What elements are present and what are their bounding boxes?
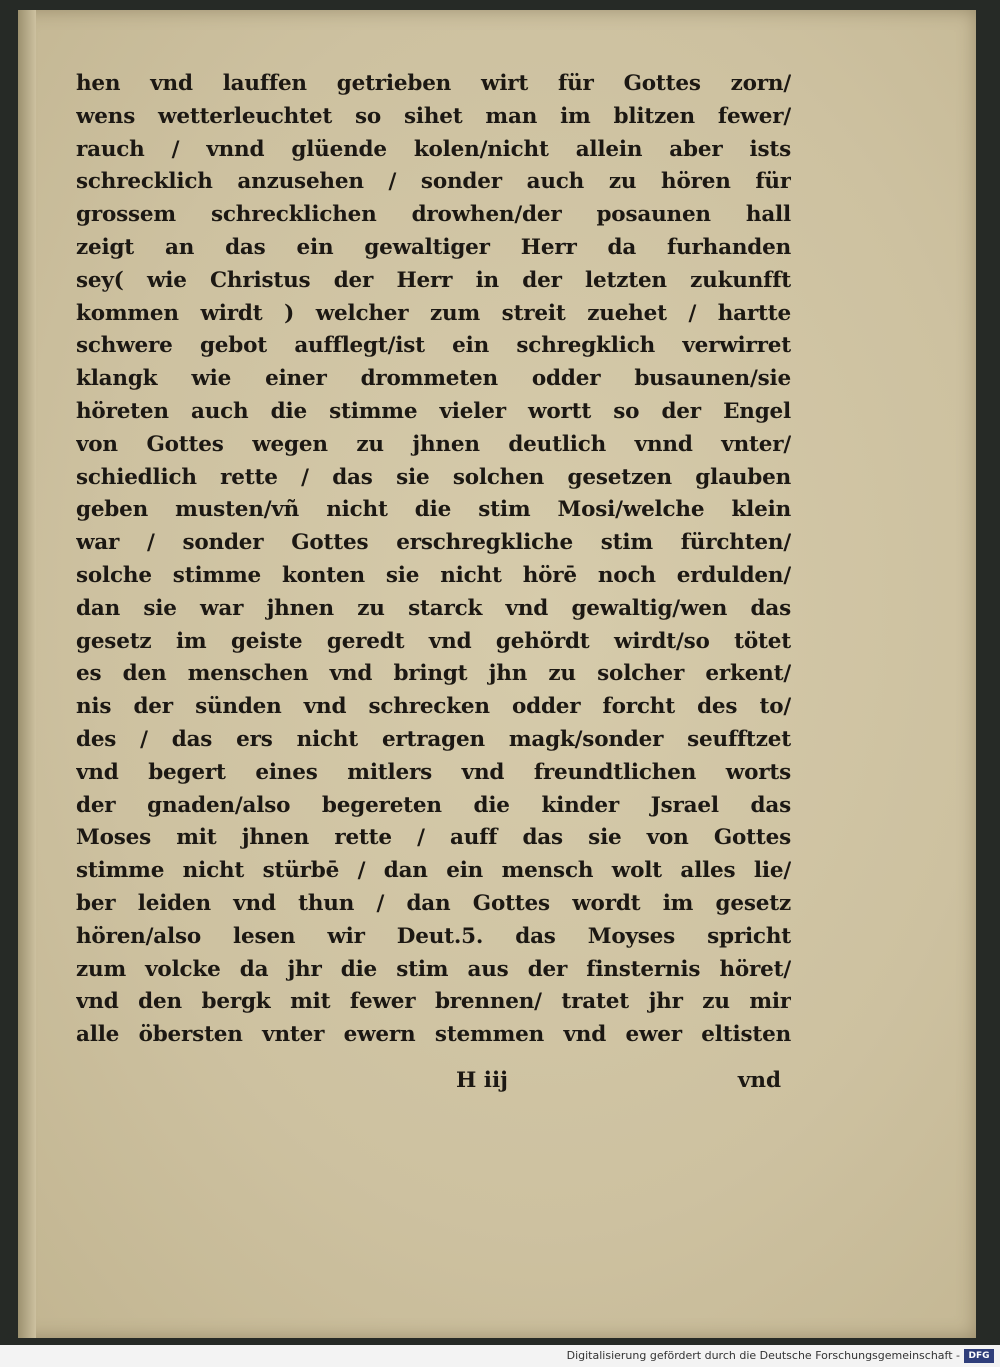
text-line: war / sonder Gottes erschregkliche stim fürchten/ bbox=[76, 530, 791, 556]
text-line: grossem schrecklichen drowhen/der posaunen hall bbox=[76, 202, 791, 228]
text-line: hören/also lesen wir Deut.5. das Moyses spricht bbox=[76, 923, 791, 949]
page-gutter bbox=[18, 10, 36, 1338]
signature-mark: H iij bbox=[456, 1068, 508, 1093]
text-line: ber leiden vnd thun / dan Gottes wordt im gesetz bbox=[76, 890, 791, 916]
text-line: vnd begert eines mitlers vnd freundtlichen worts bbox=[76, 759, 791, 785]
text-line: zeigt an das ein gewaltiger Herr da furhanden bbox=[76, 234, 791, 260]
text-block bbox=[76, 68, 791, 1052]
text-line: gesetz im geiste geredt vnd gehördt wirdt/so tötet bbox=[76, 628, 791, 654]
text-line: alle öbersten vnter ewern stemmen vnd ewer eltisten bbox=[76, 1022, 791, 1048]
page-footer bbox=[76, 1068, 791, 1104]
text-line: vnd den bergk mit fewer brennen/ tratet jhr zu mir bbox=[76, 989, 791, 1015]
text-line: wens wetterleuchtet so sihet man im blitzen fewer/ bbox=[76, 103, 791, 129]
text-line: kommen wirdt ) welcher zum streit zuehet / hartte bbox=[76, 300, 791, 326]
text-line: geben musten/vñ nicht die stim Mosi/welche klein bbox=[76, 497, 791, 523]
credit-bar bbox=[0, 1345, 1000, 1367]
text-line: stimme nicht stürbē / dan ein mensch wolt alles lie/ bbox=[76, 858, 791, 884]
text-line: nis der sünden vnd schrecken odder forcht des to/ bbox=[76, 694, 791, 720]
book-page bbox=[18, 10, 976, 1338]
text-line: von Gottes wegen zu jhnen deutlich vnnd vnter/ bbox=[76, 431, 791, 457]
text-line: sey( wie Christus der Herr in der letzten zukunfft bbox=[76, 267, 791, 293]
text-line: rauch / vnnd glüende kolen/nicht allein aber ists bbox=[76, 136, 791, 162]
text-line: dan sie war jhnen zu starck vnd gewaltig/wen das bbox=[76, 595, 791, 621]
dfg-logo: DFG bbox=[964, 1349, 994, 1363]
text-line: solche stimme konten sie nicht hörē noch erdulden/ bbox=[76, 562, 791, 588]
catchword: vnd bbox=[737, 1068, 781, 1093]
text-line: schiedlich rette / das sie solchen gesetzen glauben bbox=[76, 464, 791, 490]
text-line: hen vnd lauffen getrieben wirt für Gottes zorn/ bbox=[76, 71, 791, 96]
text-line: schrecklich anzusehen / sonder auch zu hören für bbox=[76, 169, 791, 195]
text-line: Moses mit jhnen rette / auff das sie von Gottes bbox=[76, 825, 791, 851]
text-line: höreten auch die stimme vieler wortt so der Engel bbox=[76, 398, 791, 424]
text-line: der gnaden/also begereten die kinder Jsrael das bbox=[76, 792, 791, 818]
text-line: klangk wie einer drommeten odder busaunen/sie bbox=[76, 366, 791, 392]
text-line: schwere gebot aufflegt/ist ein schregklich verwirret bbox=[76, 333, 791, 359]
text-line: des / das ers nicht ertragen magk/sonder seufftzet bbox=[76, 726, 791, 752]
text-line: es den menschen vnd bringt jhn zu solcher erkent/ bbox=[76, 661, 791, 687]
text-line: zum volcke da jhr die stim aus der finsternis höret/ bbox=[76, 956, 791, 982]
credit-text: Digitalisierung gefördert durch die Deutsche Forschungsgemeinschaft - bbox=[566, 1349, 960, 1362]
